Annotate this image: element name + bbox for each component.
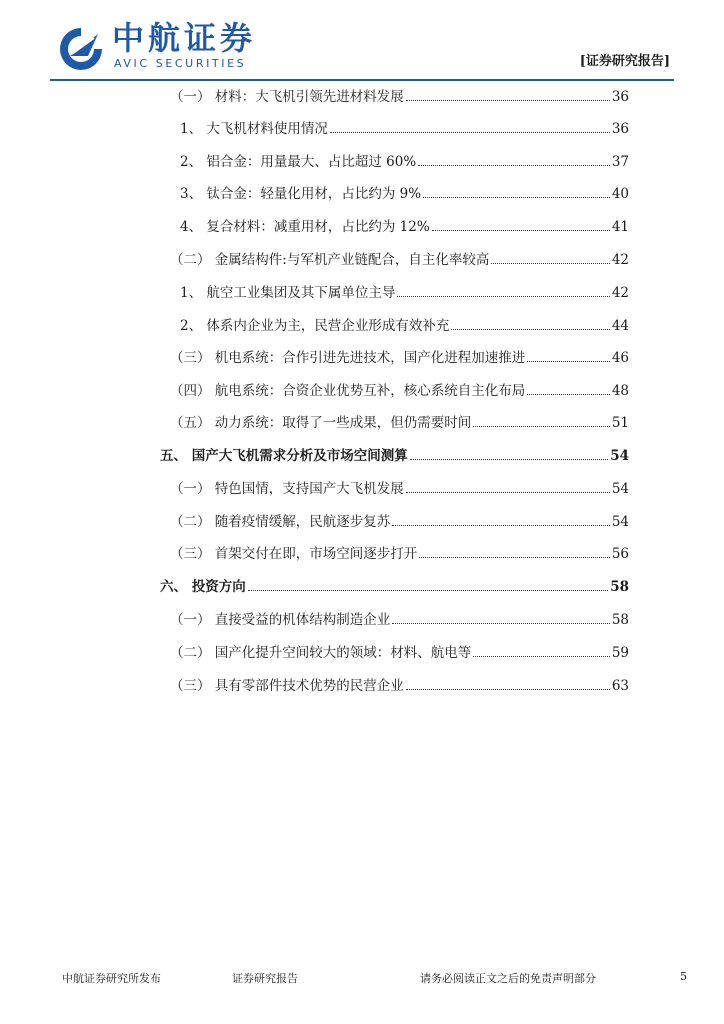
toc-leader-dots	[473, 642, 610, 657]
toc-page-number: 36	[611, 121, 629, 137]
toc-leader-dots	[423, 183, 610, 198]
toc-page-number: 46	[611, 350, 629, 366]
toc-entry-label: （五） 动力系统：取得了一些成果，但仍需要时间	[170, 415, 472, 431]
toc-entry[interactable]	[170, 412, 629, 434]
toc-page-number: 54	[610, 448, 629, 464]
toc-page-number: 56	[611, 546, 629, 562]
toc-leader-dots	[451, 315, 609, 330]
toc-page-number: 36	[611, 89, 629, 105]
toc-entry-label: 六、 投资方向	[160, 579, 246, 595]
toc-entry-label: （三） 机电系统：合作引进先进技术，国产化进程加速推进	[170, 350, 526, 366]
toc-entry[interactable]	[160, 576, 629, 598]
toc-page-number: 54	[611, 481, 629, 497]
toc-page-number: 40	[611, 186, 629, 202]
toc-page-number: 59	[611, 645, 629, 661]
toc-entry[interactable]	[180, 315, 629, 337]
toc-entry[interactable]	[170, 249, 629, 271]
toc-entry[interactable]	[180, 118, 629, 140]
toc-leader-dots	[410, 445, 609, 460]
toc-entry[interactable]	[180, 151, 629, 173]
toc-entry-label: （一） 直接受益的机体结构制造企业	[170, 612, 391, 628]
toc-leader-dots	[432, 216, 610, 231]
toc-entry-label: 2、 体系内企业为主，民营企业形成有效补充	[180, 318, 450, 334]
toc-page-number: 37	[611, 154, 629, 170]
toc-leader-dots	[473, 412, 610, 427]
toc-entry[interactable]	[180, 282, 629, 304]
toc-leader-dots	[330, 118, 610, 133]
toc-entry-label: 五、 国产大飞机需求分析及市场空间测算	[160, 448, 408, 464]
logo-chinese-name: 中航证券	[112, 19, 257, 57]
toc-entry-label: 4、 复合材料：减重用材，占比约为 12%	[180, 219, 430, 235]
toc-leader-dots	[248, 576, 609, 591]
toc-page-number: 51	[611, 415, 629, 431]
avic-logo-icon	[58, 26, 104, 72]
footer-report-type: 证券研究报告	[232, 972, 298, 985]
toc-entry[interactable]	[170, 675, 629, 697]
toc-page-number: 42	[611, 285, 629, 301]
toc-entry-label: （二） 随着疫情缓解，民航逐步复苏	[170, 514, 391, 530]
toc-leader-dots	[406, 675, 610, 690]
toc-entry[interactable]	[170, 609, 629, 631]
toc-entry-label: （一） 材料：大飞机引领先进材料发展	[170, 89, 404, 105]
toc-page-number: 48	[611, 383, 629, 399]
toc-entry-label: 3、 钛合金：轻量化用材，占比约为 9%	[180, 186, 422, 202]
page-number: 5	[680, 970, 687, 983]
toc-entry[interactable]	[180, 216, 629, 238]
page-footer	[0, 970, 724, 990]
toc-page-number: 58	[610, 579, 629, 595]
page-header	[0, 0, 724, 82]
toc-leader-dots	[527, 380, 610, 395]
toc-entry-label: 1、 大飞机材料使用情况	[180, 121, 328, 137]
header-rule	[50, 79, 674, 81]
toc-leader-dots	[418, 151, 610, 166]
toc-entry[interactable]	[170, 478, 629, 500]
toc-entry[interactable]	[170, 86, 629, 108]
toc-leader-dots	[392, 609, 610, 624]
toc-leader-dots	[392, 511, 610, 526]
footer-publisher: 中航证券研究所发布	[62, 972, 161, 985]
toc-entry-label: 1、 航空工业集团及其下属单位主导	[180, 285, 396, 301]
toc-leader-dots	[406, 478, 610, 493]
toc-page-number: 63	[611, 678, 629, 694]
footer-disclaimer: 请务必阅读正文之后的免责声明部分	[420, 972, 596, 985]
toc-entry-label: （三） 具有零部件技术优势的民营企业	[170, 678, 404, 694]
toc-entry-label: （二） 金属结构件:与军机产业链配合，自主化率较高	[170, 252, 490, 268]
toc-entry[interactable]	[170, 347, 629, 369]
toc-leader-dots	[527, 347, 610, 362]
toc-entry-label: （三） 首架交付在即，市场空间逐步打开	[170, 546, 418, 562]
toc-entry[interactable]	[170, 380, 629, 402]
toc-leader-dots	[419, 543, 610, 558]
toc-entry[interactable]	[170, 543, 629, 565]
toc-entry-label: （二） 国产化提升空间较大的领域：材料、航电等	[170, 645, 472, 661]
toc-entry-label: （一） 特色国情，支持国产大飞机发展	[170, 481, 404, 497]
toc-entry-label: 2、 铝合金：用量最大、占比超过 60%	[180, 154, 417, 170]
toc-page-number: 54	[611, 514, 629, 530]
toc-leader-dots	[397, 282, 609, 297]
toc-page-number: 41	[611, 219, 629, 235]
toc-entry[interactable]	[170, 511, 629, 533]
toc-entry-label: （四） 航电系统：合资企业优势互补，核心系统自主化布局	[170, 383, 526, 399]
toc-entry[interactable]	[170, 642, 629, 664]
toc-page-number: 42	[611, 252, 629, 268]
report-type-tag: [证券研究报告]	[579, 54, 670, 69]
toc-leader-dots	[491, 249, 609, 264]
toc-page-number: 44	[611, 318, 629, 334]
toc-leader-dots	[406, 86, 610, 101]
logo-english-name: AVIC SECURITIES	[114, 57, 247, 70]
toc-entry[interactable]	[160, 445, 629, 467]
toc-page-number: 58	[611, 612, 629, 628]
toc-entry[interactable]	[180, 183, 629, 205]
